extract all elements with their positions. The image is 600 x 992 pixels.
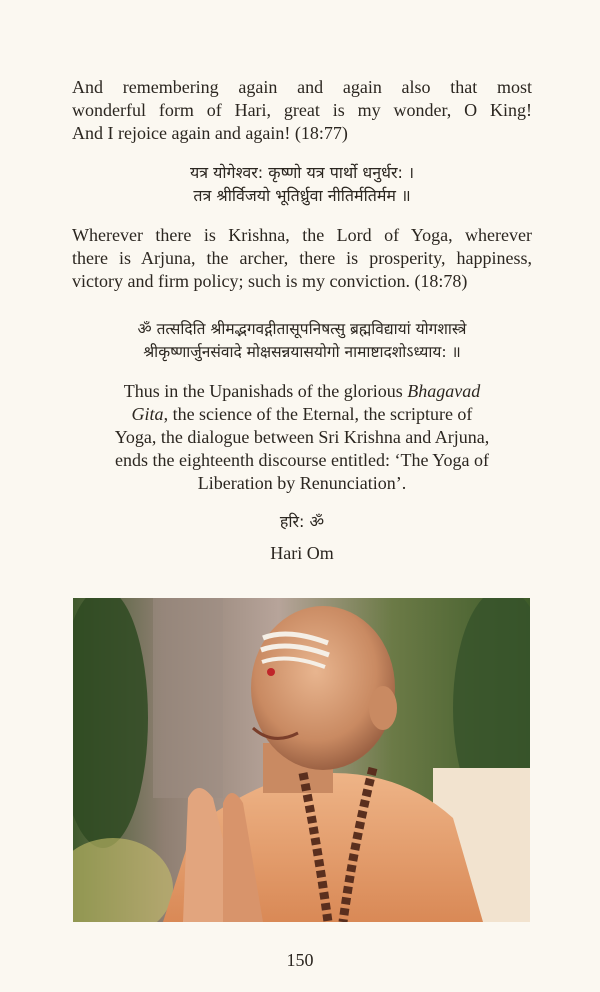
hari-om-sanskrit: हरि: ॐ (279, 512, 325, 531)
text-line: there is Arjuna, the archer, there is prosperity, happiness, (72, 248, 532, 268)
sanskrit-line: तत्र श्रीर्विजयो भूतिर्ध्रुवा नीतिर्मतिर्मम ॥ (193, 186, 411, 205)
text-line: And I rejoice again and again! (18:77) (72, 123, 348, 143)
swami-photograph (73, 598, 530, 922)
page-number: 150 (286, 950, 314, 970)
sanskrit-line: श्रीकृष्णार्जुनसंवादे मोक्षसन्नयासयोगो नामाष्टादशोऽध्याय: ॥ (143, 343, 461, 361)
hari-om: Hari Om (270, 543, 334, 563)
text-span: Thus in the Upanishads of the glorious (123, 381, 403, 401)
text-line: Yoga, the dialogue between Sri Krishna and Arjuna, (114, 427, 490, 447)
sanskrit-line: ॐ तत्सदिति श्रीमद्भगवद्गीतासूपनिषत्सु ब्रह्मविद्यायां योगशास्त्रे (137, 320, 467, 338)
photograph-illustration (73, 598, 530, 922)
text-span: , the science of the Eternal, the scripture of (163, 404, 473, 424)
english-colophon (72, 380, 532, 495)
paragraph-verse-78 (72, 224, 532, 293)
text-line (72, 403, 532, 426)
text-line: victory and firm policy; such is my conviction. (18:78) (72, 271, 468, 291)
text-line: And remembering again and again also that most (72, 77, 532, 97)
sanskrit-line: यत्र योगेश्वर: कृष्णो यत्र पार्थो धनुर्धर: । (189, 163, 415, 182)
text-line: wonderful form of Hari, great is my wonder, O King! (72, 100, 532, 120)
sanskrit-colophon (66, 318, 538, 364)
text-line: ends the eighteenth discourse entitled: ‘The Yoga of (115, 450, 489, 470)
text-line (72, 380, 532, 403)
italic-title: Bhagavad (407, 381, 481, 401)
sanskrit-verse-78 (72, 161, 532, 207)
text-line: Liberation by Renunciation’. (197, 473, 407, 493)
italic-title: Gita (131, 404, 164, 424)
text-line: Wherever there is Krishna, the Lord of Yoga, wherever (72, 225, 532, 245)
paragraph-verse-77 (72, 76, 532, 145)
